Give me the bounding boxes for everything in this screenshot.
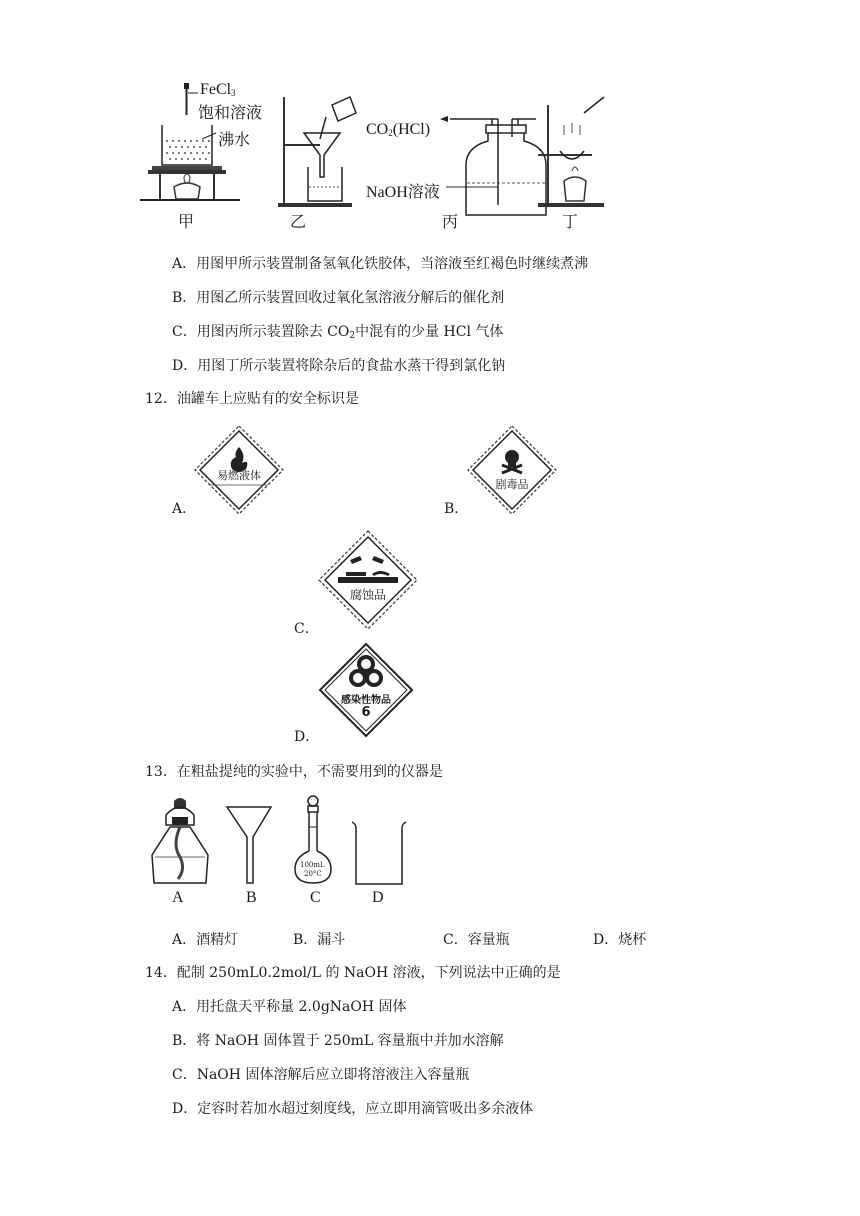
q13-option-c: C．容量瓶 [443, 932, 510, 948]
q11-figure [140, 75, 620, 235]
alcohol-lamp-drawing [144, 795, 214, 885]
saturated-solution-label: 饱和溶液 [198, 105, 263, 122]
apparatus-jia-drawing [140, 75, 263, 235]
q14-option-b: B．将 NaOH 固体置于 250mL 容量瓶中并加水溶解 [172, 1033, 504, 1049]
caption-jia: 甲 [178, 214, 195, 231]
q14-option-c: C．NaOH 固体溶解后应立即将溶液注入容量瓶 [172, 1067, 470, 1083]
fig-label-a: A [172, 889, 184, 906]
fig-label-d: D [372, 889, 384, 906]
q14-stem: 14．配制 250mL0.2mol/L 的 NaOH 溶液，下列说法中正确的是 [145, 965, 561, 981]
q12-option-b-label: B． [444, 501, 469, 517]
fig-label-b: B [246, 889, 257, 906]
flask-temp-text: 20°C [304, 870, 322, 878]
funnel-drawing [225, 805, 275, 895]
q11-option-a: A．用图甲所示装置制备氢氧化铁胶体，当溶液至红褐色时继续煮沸 [172, 256, 589, 272]
q11-option-d: D．用图丁所示装置将除杂后的食盐水蒸干得到氯化钠 [172, 358, 506, 374]
caption-yi: 乙 [290, 214, 307, 231]
q12-option-c-label: C． [294, 621, 319, 637]
hazard-class-number: 6 [361, 705, 371, 720]
q11-option-c: C．用图丙所示装置除去 $CO_2$中混有的少量 HCl 气体 [172, 324, 504, 341]
caption-ding: 丁 [562, 214, 579, 231]
q12-option-a-label: A． [172, 501, 197, 517]
q13-option-a: A．酒精灯 [172, 932, 239, 948]
fecl3-label: FeCl$_3$ [200, 81, 236, 98]
q12-option-d-label: D． [294, 729, 320, 745]
naoh-solution-label: NaOH溶液 [366, 184, 440, 201]
apparatus-yi-drawing [268, 75, 368, 235]
q13-option-b: B．漏斗 [293, 932, 346, 948]
q13-stem: 13．在粗盐提纯的实验中，不需要用到的仪器是 [145, 764, 443, 780]
q14-option-d: D．定容时若加水超过刻度线，应立即用滴管吸出多余液体 [172, 1101, 534, 1117]
q13-figure [140, 795, 420, 910]
q13-option-d: D．烧杯 [593, 932, 647, 948]
corrosive-text: 腐蚀品 [349, 588, 386, 602]
co2-hcl-label: $CO_2(HCl)$ [366, 121, 431, 138]
beaker-drawing [350, 820, 410, 890]
q11-option-b: B．用图乙所示装置回收过氧化氢溶液分解后的催化剂 [172, 290, 505, 306]
flammable-liquid-sign [194, 425, 284, 515]
toxic-text: 剧毒品 [495, 478, 529, 491]
boiling-water-label: 沸水 [218, 132, 251, 149]
infectious-substance-text: 感染性物品 [341, 695, 391, 706]
caption-bing: 丙 [442, 214, 459, 231]
flammable-liquid-text: 易燃液体 [217, 469, 261, 482]
infectious-substance-sign [318, 642, 414, 738]
corrosive-sign [318, 530, 418, 630]
q14-option-a: A．用托盘天平称量 2.0gNaOH 固体 [172, 999, 407, 1015]
fig-label-c: C [310, 889, 321, 906]
toxic-sign [467, 425, 557, 515]
q12-stem: 12．油罐车上应贴有的安全标识是 [145, 391, 359, 407]
flask-capacity-text: 100mL [300, 861, 325, 869]
